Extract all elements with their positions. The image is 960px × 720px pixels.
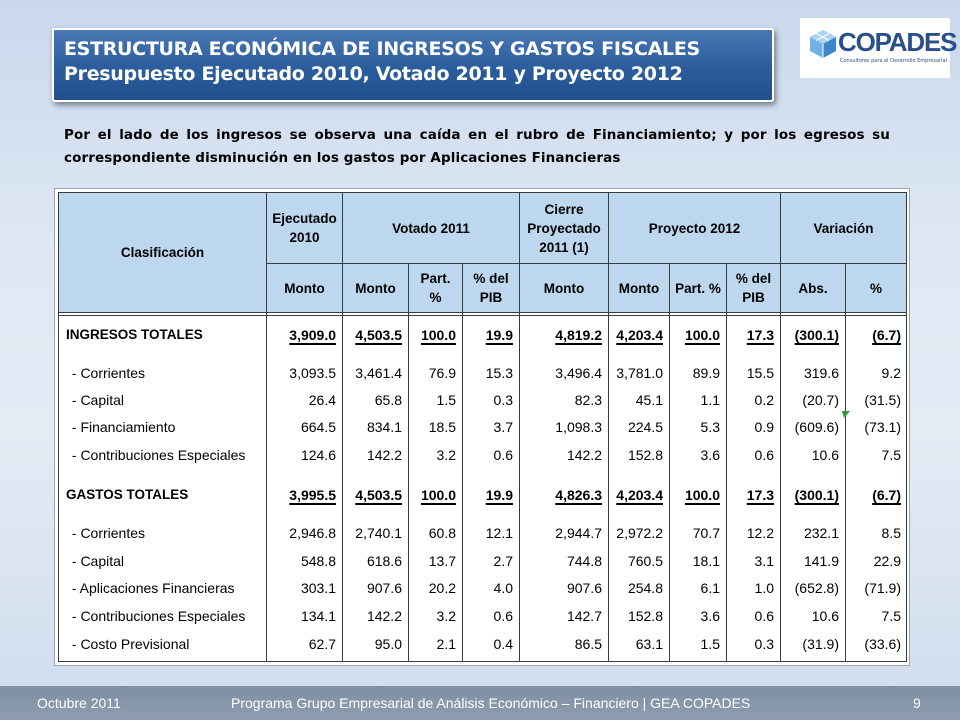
cell-variacion-abs: (31.9) (802, 636, 839, 652)
cell-ejecutado-monto: 664.5 (300, 419, 336, 435)
table-row (58, 443, 907, 467)
cell-votado-monto: 2,740.1 (355, 525, 402, 541)
intro-paragraph: Por el lado de los ingresos se observa una caída en el rubro de Financiamiento; y por los egresos su correspondiente disminución en los gastos por Aplicaciones Financieras (64, 127, 890, 166)
cell-cierre-monto: 1,098.3 (555, 419, 602, 435)
row-label: GASTOS TOTALES (66, 487, 189, 502)
cell-variacion-pct: 8.5 (881, 525, 901, 541)
table-row (58, 632, 907, 656)
header-variacion: Variación (780, 192, 907, 264)
total-value: 3,909.0 (289, 327, 336, 343)
total-value: (300.1) (794, 487, 839, 503)
row-label: - Capital (68, 553, 125, 569)
table-row (58, 521, 907, 545)
cell-votado-part: 20.2 (428, 580, 456, 596)
cell-proyecto-monto: 152.8 (627, 608, 663, 624)
total-value: 100.0 (420, 487, 456, 503)
cell-proyecto-monto: 152.8 (627, 447, 663, 463)
header-clasificacion: Clasificación (58, 192, 267, 313)
budget-table (54, 188, 910, 666)
table-row (58, 604, 907, 628)
cell-cierre-monto (555, 323, 602, 347)
cell-votado-monto: 907.6 (366, 580, 402, 596)
cell-cierre-monto: 3,496.4 (555, 365, 602, 381)
cell-proyecto-part: 3.6 (700, 447, 720, 463)
cell-ejecutado-monto: 124.6 (300, 447, 336, 463)
cell-proyecto-monto: 254.8 (627, 580, 663, 596)
cell-votado-part: 60.8 (428, 525, 456, 541)
table-total-row (58, 483, 907, 507)
header-cierre: Cierre Proyectado 2011 (1) (519, 192, 609, 264)
title-line-1: ESTRUCTURA ECONÓMICA DE INGRESOS Y GASTOS FISCALES (64, 38, 700, 60)
green-tick-icon (842, 411, 850, 419)
cell-proyecto-pib: 0.2 (754, 392, 774, 408)
cell-proyecto-part: 5.3 (700, 419, 720, 435)
cell-proyecto-monto: 2,972.2 (616, 525, 663, 541)
subheader-votado-pib: % del PIB (462, 263, 520, 313)
cell-proyecto-pib: 12.2 (746, 525, 774, 541)
row-label: - Corrientes (68, 365, 146, 381)
table-row (58, 549, 907, 573)
table-row (58, 415, 907, 439)
total-value: 4,203.4 (616, 327, 663, 343)
total-value: 4,203.4 (616, 487, 663, 503)
cell-ejecutado-monto (289, 483, 336, 507)
title-line-2: Presupuesto Ejecutado 2010, Votado 2011 y Proyecto 2012 (64, 63, 683, 85)
cell-proyecto-pib: 1.0 (754, 580, 774, 596)
total-value: 3,995.5 (289, 487, 336, 503)
cell-proyecto-monto (616, 483, 663, 507)
cell-proyecto-pib: 0.6 (754, 608, 774, 624)
total-value: 100.0 (684, 487, 720, 503)
row-label: - Corrientes (68, 525, 146, 541)
table-row (58, 361, 907, 385)
row-label: INGRESOS TOTALES (66, 327, 203, 342)
cell-cierre-monto: 907.6 (566, 580, 602, 596)
total-value: 17.3 (746, 487, 774, 503)
cell-variacion-abs: (609.6) (794, 419, 839, 435)
cell-proyecto-pib: 0.6 (754, 447, 774, 463)
cell-votado-pib (486, 323, 513, 347)
cell-variacion-abs: 141.9 (803, 553, 839, 569)
cell-proyecto-pib (747, 483, 774, 507)
cell-proyecto-part (685, 483, 720, 507)
header-double-rule (58, 315, 907, 316)
cell-votado-pib: 4.0 (493, 580, 513, 596)
cell-cierre-monto: 2,944.7 (555, 525, 602, 541)
logo-tagline: Consultores para el Desarrollo Empresarial (840, 58, 947, 64)
subheader-votado-monto: Monto (342, 263, 409, 313)
row-label: - Aplicaciones Financieras (68, 580, 235, 596)
cell-proyecto-part (685, 323, 720, 347)
cell-proyecto-pib: 3.1 (754, 553, 774, 569)
total-value: (300.1) (794, 327, 839, 343)
total-value: 19.9 (485, 487, 513, 503)
cell-proyecto-part: 18.1 (692, 553, 720, 569)
cell-votado-part: 2.1 (436, 636, 456, 652)
subheader-cierre-monto: Monto (519, 263, 609, 313)
cell-proyecto-pib: 15.5 (746, 365, 774, 381)
cell-proyecto-part: 1.5 (700, 636, 720, 652)
table-row (58, 388, 907, 412)
cell-votado-pib: 0.3 (493, 392, 513, 408)
cell-votado-pib: 0.6 (493, 608, 513, 624)
cell-proyecto-monto: 45.1 (635, 392, 663, 408)
cell-ejecutado-monto: 26.4 (308, 392, 336, 408)
cell-variacion-abs: (652.8) (794, 580, 839, 596)
cell-votado-part: 18.5 (428, 419, 456, 435)
footer-bar (0, 686, 960, 720)
cell-proyecto-part: 3.6 (700, 608, 720, 624)
cell-variacion-abs: 319.6 (803, 365, 839, 381)
total-value: 4,503.5 (355, 327, 402, 343)
total-value: 100.0 (684, 327, 720, 343)
subheader-variacion-pct: % (845, 263, 907, 313)
cell-variacion-pct: 22.9 (873, 553, 901, 569)
cell-votado-pib: 2.7 (493, 553, 513, 569)
cell-variacion-pct: (71.9) (864, 580, 901, 596)
cell-variacion-abs: 10.6 (811, 447, 839, 463)
cell-votado-monto: 95.0 (374, 636, 402, 652)
cell-votado-part: 1.5 (436, 392, 456, 408)
cell-proyecto-pib: 0.9 (754, 419, 774, 435)
cell-votado-monto (355, 323, 402, 347)
cell-variacion-pct: (31.5) (864, 392, 901, 408)
cell-variacion-pct: 7.5 (881, 447, 901, 463)
footer-program: Programa Grupo Empresarial de Análisis Económico – Financiero | GEA COPADES (231, 695, 751, 711)
page-number: 9 (913, 695, 921, 711)
cell-proyecto-monto: 760.5 (627, 553, 663, 569)
cell-votado-part (421, 483, 456, 507)
cell-ejecutado-monto: 303.1 (300, 580, 336, 596)
logo-wordmark: COPADES (838, 27, 957, 57)
row-label: - Costo Previsional (68, 636, 190, 652)
slide-title (52, 28, 774, 102)
copades-logo (800, 18, 957, 78)
cell-votado-monto: 142.2 (366, 608, 402, 624)
cell-cierre-monto: 142.2 (566, 447, 602, 463)
row-label: - Contribuciones Especiales (68, 608, 246, 624)
cell-variacion-abs (795, 483, 839, 507)
cell-votado-part: 3.2 (436, 447, 456, 463)
cell-variacion-pct: (33.6) (864, 636, 901, 652)
subheader-proyecto-pib: % del PIB (726, 263, 781, 313)
cell-cierre-monto (555, 483, 602, 507)
cell-proyecto-monto: 3,781.0 (616, 365, 663, 381)
cell-variacion-pct: 9.2 (881, 365, 901, 381)
cell-variacion-pct: (73.1) (864, 419, 901, 435)
cell-votado-part: 76.9 (428, 365, 456, 381)
total-value: 19.9 (485, 327, 513, 343)
cell-votado-monto: 142.2 (366, 447, 402, 463)
cell-votado-monto: 834.1 (366, 419, 402, 435)
total-value: 4,819.2 (555, 327, 602, 343)
cell-proyecto-monto: 63.1 (635, 636, 663, 652)
cell-votado-monto: 65.8 (374, 392, 402, 408)
cell-ejecutado-monto: 62.7 (308, 636, 336, 652)
footer-date: Octubre 2011 (37, 695, 121, 711)
subheader-votado-part: Part. % (408, 263, 463, 313)
total-value: (6.7) (872, 487, 901, 503)
cell-proyecto-pib (747, 323, 774, 347)
cell-ejecutado-monto: 2,946.8 (289, 525, 336, 541)
row-label: - Contribuciones Especiales (68, 447, 246, 463)
table-total-row (58, 323, 907, 347)
cell-votado-pib: 0.6 (493, 447, 513, 463)
cell-votado-part: 3.2 (436, 608, 456, 624)
cell-votado-pib: 12.1 (485, 525, 513, 541)
header-proyecto: Proyecto 2012 (608, 192, 781, 264)
cell-votado-monto (355, 483, 402, 507)
table-row (58, 576, 907, 600)
cell-ejecutado-monto: 548.8 (300, 553, 336, 569)
subheader-variacion-abs: Abs. (780, 263, 846, 313)
cell-variacion-abs: (20.7) (802, 392, 839, 408)
cell-proyecto-part: 70.7 (692, 525, 720, 541)
cell-votado-part (421, 323, 456, 347)
cell-variacion-abs: 232.1 (803, 525, 839, 541)
total-value: 4,826.3 (555, 487, 602, 503)
total-value: 4,503.5 (355, 487, 402, 503)
cell-proyecto-part: 1.1 (700, 392, 720, 408)
total-value: 17.3 (746, 327, 774, 343)
cell-votado-pib (486, 483, 513, 507)
cell-votado-part: 13.7 (428, 553, 456, 569)
cell-proyecto-pib: 0.3 (754, 636, 774, 652)
cell-variacion-abs: 10.6 (811, 608, 839, 624)
header-votado: Votado 2011 (342, 192, 520, 264)
total-value: (6.7) (872, 327, 901, 343)
cell-cierre-monto: 86.5 (574, 636, 602, 652)
row-label: - Financiamiento (68, 419, 176, 435)
cell-votado-pib: 3.7 (493, 419, 513, 435)
cell-ejecutado-monto: 134.1 (300, 608, 336, 624)
subheader-ejecutado-monto: Monto (266, 263, 343, 313)
cell-proyecto-monto (616, 323, 663, 347)
cell-votado-monto: 3,461.4 (355, 365, 402, 381)
row-label: - Capital (68, 392, 125, 408)
cell-proyecto-monto: 224.5 (627, 419, 663, 435)
subheader-proyecto-part: Part. % (669, 263, 727, 313)
cell-votado-pib: 15.3 (485, 365, 513, 381)
cell-votado-pib: 0.4 (493, 636, 513, 652)
cell-proyecto-part: 6.1 (700, 580, 720, 596)
cell-ejecutado-monto: 3,093.5 (289, 365, 336, 381)
cell-votado-monto: 618.6 (366, 553, 402, 569)
subheader-proyecto-monto: Monto (608, 263, 670, 313)
cell-cierre-monto: 744.8 (566, 553, 602, 569)
cell-cierre-monto: 82.3 (574, 392, 602, 408)
total-value: 100.0 (420, 327, 456, 343)
cell-variacion-pct (872, 323, 901, 347)
cell-ejecutado-monto (289, 323, 336, 347)
cell-variacion-pct: 7.5 (881, 608, 901, 624)
cell-proyecto-part: 89.9 (692, 365, 720, 381)
header-ejecutado: Ejecutado 2010 (266, 192, 343, 264)
cell-variacion-abs (795, 323, 839, 347)
cell-cierre-monto: 142.7 (566, 608, 602, 624)
cell-variacion-pct (872, 483, 901, 507)
logo-cube-icon (808, 28, 838, 60)
